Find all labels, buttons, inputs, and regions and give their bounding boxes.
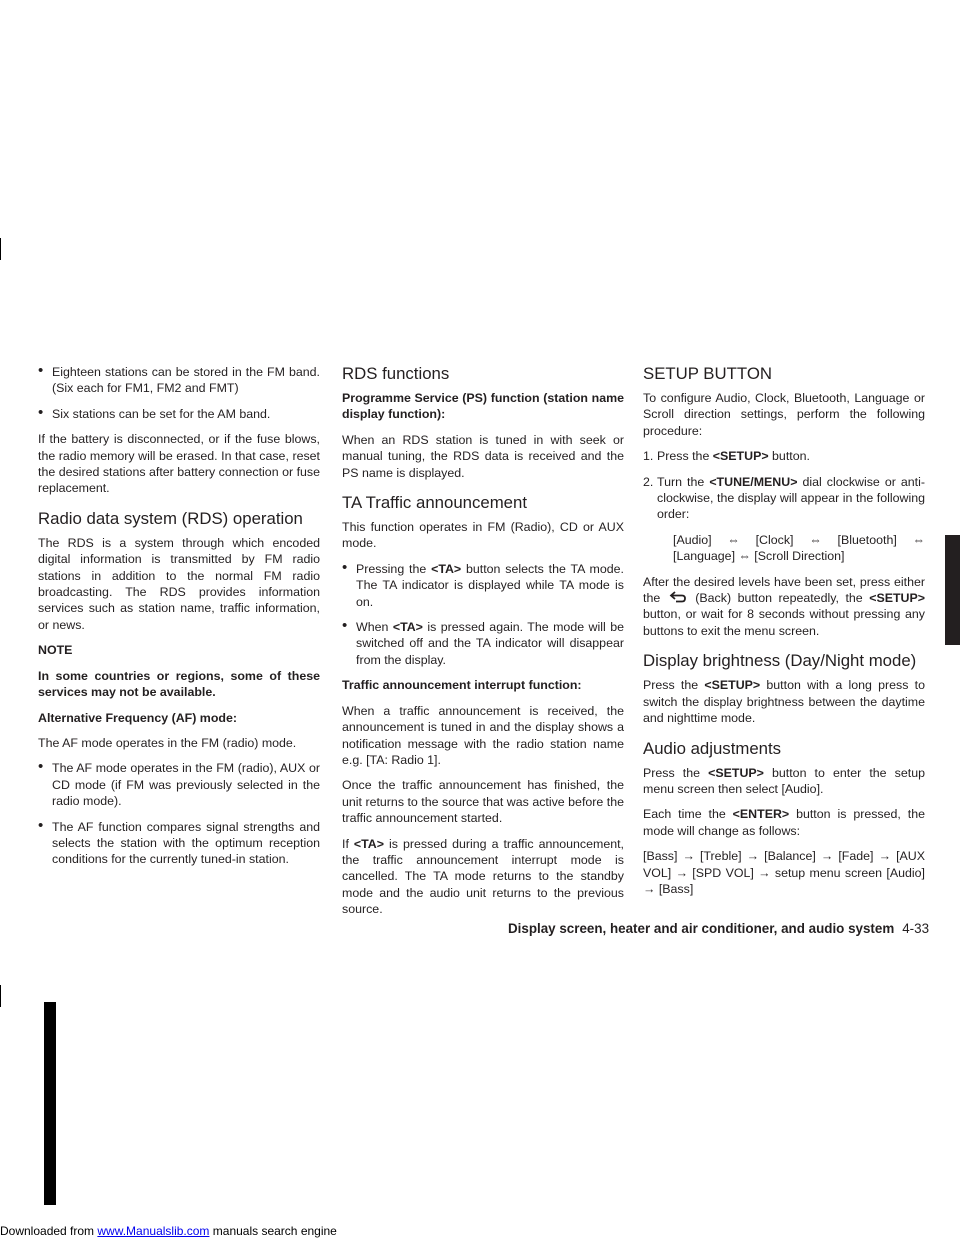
tune-menu-key: <TUNE/MENU> — [709, 474, 798, 489]
setup-key: <SETUP> — [708, 765, 764, 780]
setup-key: <SETUP> — [704, 678, 761, 693]
page-number: 4-33 — [902, 921, 930, 936]
ta-key: <TA> — [353, 836, 384, 851]
bullet-icon: • — [38, 403, 44, 421]
bullet-item: • Pressing the <TA> button selects the TA mode. The TA indicator is displayed while TA mode is on. — [342, 558, 624, 609]
brightness-paragraph: Press the <SETUP> button with a long press to switch the display brightness between the daytime and nighttime mode. — [643, 678, 925, 726]
ta-key: <TA> — [392, 620, 423, 635]
bullet-item: • The AF function compares signal strengths and selects the station with the optimum reception conditions for the currently tuned-in station. — [38, 816, 320, 867]
ps-paragraph: When an RDS station is tuned in with seek or manual tuning, the RDS data is received and the PS name is displayed. — [342, 432, 624, 480]
header-suffix: manuals search engine — [209, 1224, 337, 1238]
setup-key: <SETUP> — [869, 591, 925, 606]
crop-mark-bar-bottom — [44, 1002, 56, 1205]
bullet-item: • When <TA> is pressed again. The mode will be switched off and the TA indicator will disappear from the display. — [342, 617, 624, 667]
interrupt-paragraph-3: If <TA> is pressed during a traffic announcement, the traffic announcement interrupt mode is cancelled. The TA mode returns to the standby mode and the audio unit returns to the previous source. — [342, 836, 625, 917]
crop-mark-bottom-left — [0, 985, 1, 1007]
bullet-icon: • — [342, 617, 348, 635]
enter-key: <ENTER> — [732, 807, 790, 822]
bullet-item: • Six stations can be set for the AM band. — [38, 403, 271, 421]
note-label: NOTE — [38, 643, 73, 658]
af-mode-label: Alternative Frequency (AF) mode: — [38, 710, 237, 725]
crop-mark-top-left — [0, 238, 1, 260]
column-middle — [342, 364, 624, 927]
heading-rds-operation: Radio data system (RDS) operation — [38, 508, 303, 528]
note-text: In some countries or regions, some of these services may not be available. — [38, 668, 320, 700]
download-header — [0, 1224, 337, 1238]
section-thumb-tab — [945, 535, 960, 645]
audio-paragraph: Press the <SETUP> button to enter the setup menu screen then select [Audio]. — [643, 765, 925, 796]
enter-paragraph: Each time the <ENTER> button is pressed, the mode will change as follows: — [643, 807, 926, 838]
ps-function-label: Programme Service (PS) function (station name display function): — [342, 391, 624, 422]
step-2: 2. Turn the <TUNE/MENU> dial clockwise or anti-clockwise, the display will appear in the following order: — [643, 474, 925, 522]
after-paragraph: After the desired levels have been set, press either the (Back) button repeatedly, the <SETUP> button, or wait for 8 seconds without pressing any buttons to exit the menu screen. — [643, 574, 925, 638]
bullet-item: • Eighteen stations can be stored in the FM band. (Six each for FM1, FM2 and FMT) — [38, 362, 320, 396]
page-footer — [508, 921, 930, 936]
heading-display-brightness: Display brightness (Day/Night mode) — [643, 651, 917, 671]
interrupt-label: Traffic announcement interrupt function: — [342, 678, 582, 693]
audio-sequence: [Bass] → [Treble] → [Balance] → [Fade] → [AUX VOL] → [SPD VOL] → setup menu screen [Audio] → [Bass] — [643, 849, 925, 896]
bullet-icon: • — [342, 558, 348, 576]
heading-ta-traffic: TA Traffic announcement — [342, 493, 528, 513]
ta-paragraph: This function operates in FM (Radio), CD or AUX mode. — [342, 520, 624, 551]
menu-order: [Audio] ⇔ [Clock] ⇔ [Bluetooth] ⇔ [Language] ⇔ [Scroll Direction] — [673, 532, 925, 564]
manualslib-link[interactable]: www.Manualslib.com — [97, 1224, 210, 1238]
column-left — [38, 364, 320, 877]
setup-paragraph: To configure Audio, Clock, Bluetooth, Language or Scroll direction settings, perform the following procedure: — [643, 391, 925, 438]
back-arrow-icon — [667, 591, 689, 603]
paragraph-battery: If the battery is disconnected, or if the fuse blows, the radio memory will be erased. In that case, reset the desired stations after battery connection or fuse replacement. — [38, 432, 320, 496]
setup-key: <SETUP> — [712, 449, 769, 464]
heading-setup-button: SETUP BUTTON — [643, 364, 772, 383]
interrupt-paragraph-1: When a traffic announcement is received, the announcement is tuned in and the display shows a notification message with the radio station name e.g. [TA: Radio 1]. — [342, 703, 624, 767]
interrupt-paragraph-2: Once the traffic announcement has finished, the unit returns to the source that was active before the traffic announcement started. — [342, 778, 624, 826]
paragraph-rds: The RDS is a system through which encoded digital information is transmitted by FM radio stations in addition to the normal FM radio broadcasting. The RDS provides information services such as station name, traffic information, or news. — [38, 535, 320, 632]
column-right — [643, 364, 925, 906]
bullet-icon: • — [38, 362, 44, 379]
step-1: 1. Press the <SETUP> button. — [643, 449, 810, 464]
ta-key: <TA> — [431, 561, 462, 576]
bullet-icon: • — [38, 816, 44, 834]
footer-section-title: Display screen, heater and air conditioner, and audio system — [508, 921, 895, 936]
bullet-icon: • — [38, 758, 44, 776]
heading-audio-adjustments: Audio adjustments — [643, 738, 782, 758]
bullet-item: • The AF mode operates in the FM (radio), AUX or CD mode (if FM was previously selected in the radio mode). — [38, 758, 320, 809]
heading-rds-functions: RDS functions — [342, 364, 450, 383]
af-paragraph: The AF mode operates in the FM (radio) mode. — [38, 735, 297, 750]
header-prefix: Downloaded from — [0, 1224, 98, 1238]
